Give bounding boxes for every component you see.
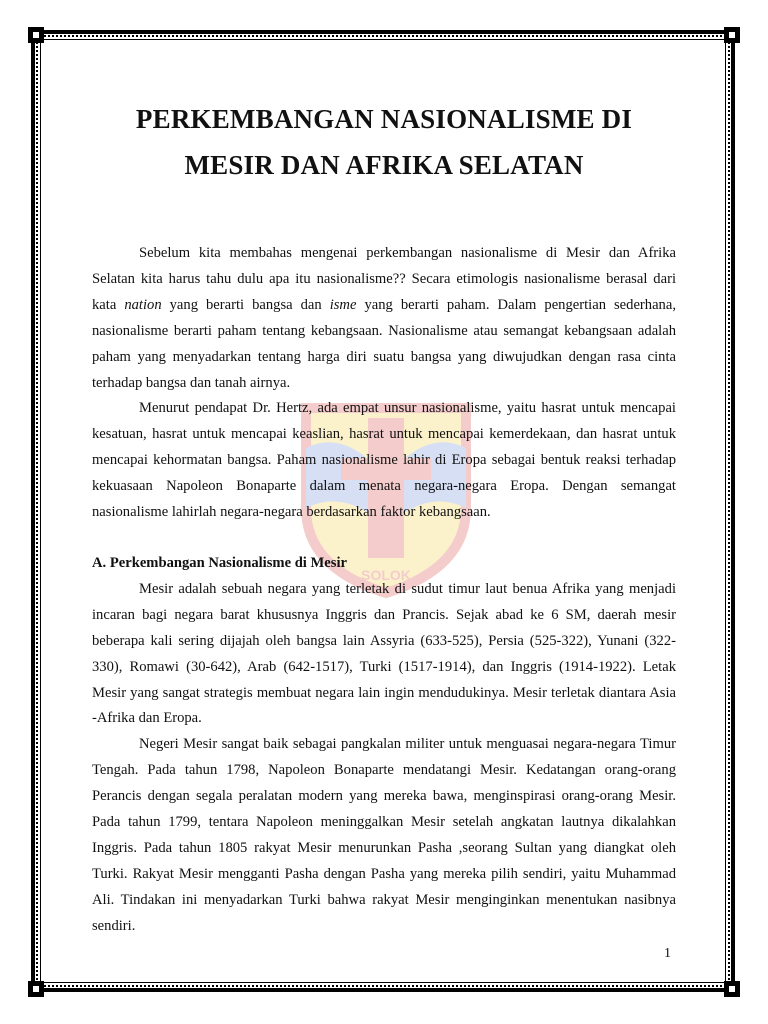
intro-paragraph-2: Menurut pendapat Dr. Hertz, ada empat unsur nasionalisme, yaitu hasrat untuk mencapai kesatuan, hasrat untuk mencapai keaslian, hasrat untuk mencapai kemerdekaan, dan hasrat untuk mencapai kehormatan bangsa. Paham nasionalisme lahir di Eropa sebagai bentuk reaksi terhadap kekuasaan Napoleon Bonaparte dalam menata negara-negara Eropa. Dengan semangat nasionalisme lahirlah negara-negara berdasarkan faktor kebangsaan. [92,400,676,521]
corner-ornament-top-left [28,27,44,43]
corner-ornament-bottom-right [724,981,740,997]
section-a-paragraph-2: Negeri Mesir sangat baik sebagai pangkalan militer untuk menguasai negara-negara Timur Tengah. Pada tahun 1798, Napoleon Bonaparte mendatangi Mesir. Kedatangan orang-orang Perancis dengan segala peralatan modern yang mereka bawa, menginspirasi orang-orang Mesir. Pada tahun 1799, tentara Napoleon meninggalkan Mesir setelah angkatan lautnya dikalahkan Inggris. Pada tahun 1805 rakyat Mesir menurunkan Pasha ,seorang Sultan yang diangkat oleh Turki. Rakyat Mesir mengganti Pasha dengan Pasha yang mereka pilih sendiri, yaitu Muhammad Ali. Tindakan ini menyadarkan Turki bahwa rakyat Mesir menginginkan menentukan nasibnya sendiri. [92,736,676,934]
corner-ornament-bottom-left [28,981,44,997]
section-heading-mesir: A. Perkembangan Nasionalisme di Mesir [92,554,347,571]
page-number: 1 [664,946,671,961]
term-nation: nation [124,296,162,313]
title-line-2: MESIR DAN AFRIKA SELATAN [184,150,584,180]
watermark-text: SOLOK [361,567,411,583]
section-a-paragraph-1: Mesir adalah sebuah negara yang terletak di sudut timur laut benua Afrika yang menjadi incaran bagi negara barat khususnya Inggris dan Prancis. Sejak abad ke 6 SM, daerah mesir beberapa kali sering dijajah oleh bangsa lain Assyria (633-525), Persia (525-322), Yunani (322-330), Romawi (30-642), Arab (642-1517), Turki (1517-1914), dan Inggris (1914-1922). Letak Mesir yang sangat strategis membuat negara lain ingin mendudukinya. Mesir terletak diantara Asia -Afrika dan Eropa. [92,580,676,727]
term-isme: isme [329,296,357,313]
document-body [92,241,676,940]
intro-paragraph-1: Sebelum kita membahas mengenai perkembangan nasionalisme di Mesir dan Afrika Selatan kita harus tahu dulu apa itu nasionalisme?? Secara etimologis nasionalisme berasal dari kata nation yang berarti bangsa dan isme yang berarti paham. Dalam pengertian sederhana, nasionalisme berarti paham tentang kebangsaan. Nasionalisme atau semangat kebangsaan adalah paham yang menyadarkan tentang harga diri suatu bangsa yang diwujudkan dengan rasa cinta terhadap bangsa dan tanah airnya. [92,245,676,391]
document-title [92,96,676,188]
document-content [92,96,676,940]
title-line-1: PERKEMBANGAN NASIONALISME DI [135,104,633,134]
corner-ornament-top-right [724,27,740,43]
